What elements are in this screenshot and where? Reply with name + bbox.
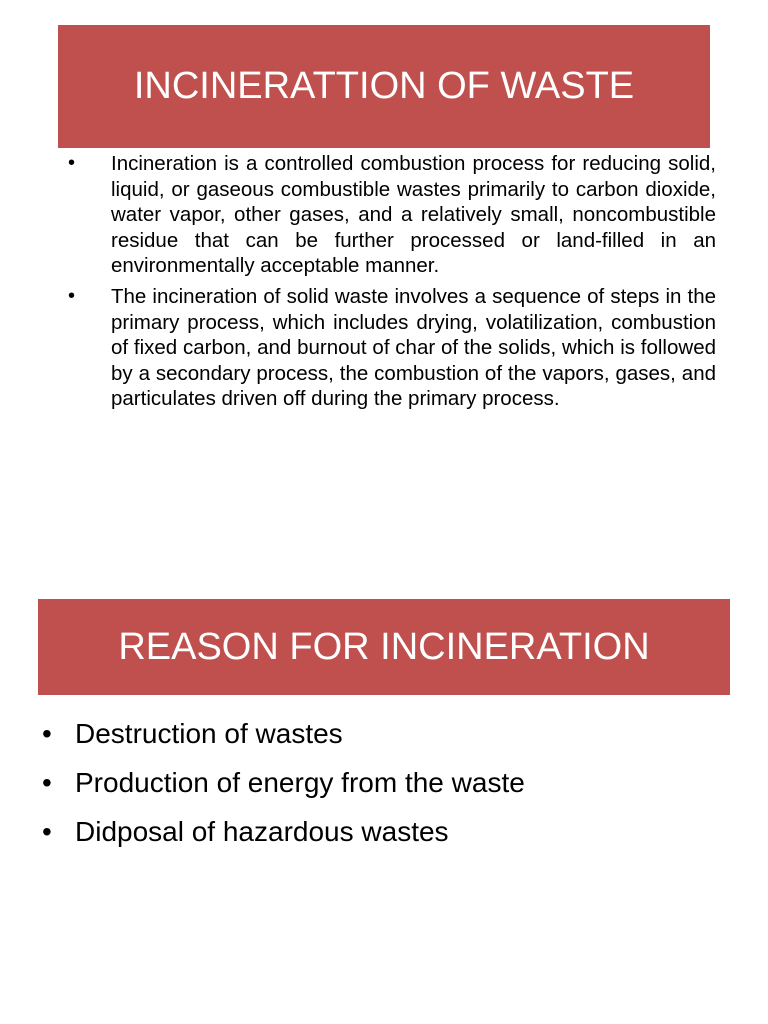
bullet-dot-icon: •	[68, 152, 76, 174]
bullet-text: Destruction of wastes	[75, 718, 343, 749]
bullet-item	[42, 764, 732, 801]
slide-reason-for-incineration	[0, 580, 768, 1024]
bullet-dot-icon: •	[42, 767, 52, 798]
bullet-text: Incineration is a controlled combustion process for reducing solid, liquid, or gaseous combustible wastes primarily to carbon dioxide, water vapor, other gases, and a relatively small, noncombustible residue that can be further processed or land-filled in an environmentally acceptable manner.	[111, 152, 716, 278]
slide-incineration-of-waste	[0, 0, 768, 510]
bullet-text: Production of energy from the waste	[75, 767, 525, 798]
bullet-item	[68, 151, 716, 279]
bullet-item	[68, 284, 716, 412]
slide-title-bar	[58, 25, 710, 148]
bullet-list	[42, 715, 732, 862]
bullet-dot-icon: •	[68, 284, 76, 307]
slide-title-bar	[38, 599, 730, 695]
bullet-item	[42, 715, 732, 752]
bullet-dot-icon: •	[42, 718, 52, 749]
bullet-item	[42, 813, 732, 850]
bullet-text: Didposal of hazardous wastes	[75, 816, 449, 847]
bullet-text: The incineration of solid waste involves a sequence of steps in the primary process, which includes drying, volatilization, combustion of fixed carbon, and burnout of char of the solids, which is followed by a secondary process, the combustion of the vapors, gases, and particulates driven off during the primary process.	[111, 284, 716, 411]
bullet-list	[68, 151, 716, 417]
slide-title: INCINERATTION OF WASTE	[133, 65, 635, 107]
bullet-dot-icon: •	[42, 816, 52, 847]
slide-title: REASON FOR INCINERATION	[118, 625, 650, 668]
